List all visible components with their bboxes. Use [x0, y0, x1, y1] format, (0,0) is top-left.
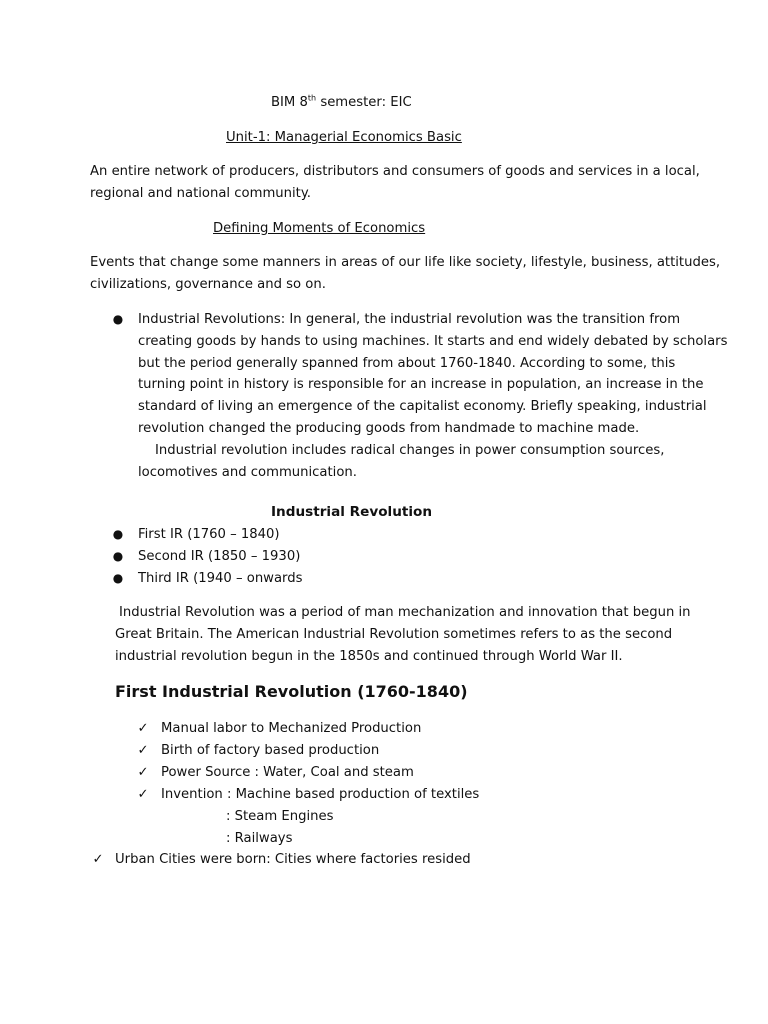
checkmark-icon: ✓ — [137, 787, 149, 802]
checkmark-icon: ✓ — [137, 721, 149, 736]
ir-line: creating goods by hands to using machines. It starts and end widely debated by scholars — [138, 333, 728, 349]
first-ir-sub-item: : Steam Engines — [226, 809, 334, 824]
ir-line: standard of living an emergence of the capitalist economy. Briefly speaking, industrial — [138, 399, 707, 415]
ir-line: Industrial revolution includes radical changes in power consumption sources, — [155, 442, 665, 458]
bullet-icon: ● — [112, 527, 124, 541]
ir-bullet-paragraph — [138, 309, 727, 483]
ir-line: turning point in history is responsible for an increase in population, an increase in the — [138, 377, 704, 393]
ir-line: but the period generally spanned from about 1760-1840. According to some, this — [138, 355, 676, 371]
ir-desc-line: Industrial Revolution was a period of man mechanization and innovation that begun in — [119, 605, 691, 620]
unit-heading: Unit-1: Managerial Economics Basic — [226, 130, 462, 145]
intro-paragraph — [90, 161, 700, 205]
ir-desc-line: Great Britain. The American Industrial Revolution sometimes refers to as the second — [115, 626, 673, 642]
ir-desc-line: industrial revolution begun in the 1850s and continued through World War II. — [115, 648, 623, 664]
checkmark-icon: ✓ — [137, 743, 149, 758]
ir-list-item: Second IR (1850 – 1930) — [138, 549, 301, 564]
checkmark-icon: ✓ — [92, 852, 104, 867]
first-ir-check-item: Manual labor to Mechanized Production — [161, 721, 422, 736]
intro-line: An entire network of producers, distributors and consumers of goods and services in a local, — [90, 164, 700, 179]
first-ir-sub-item: : Railways — [226, 831, 293, 846]
bullet-icon: ● — [112, 571, 124, 585]
title-superscript: th — [307, 93, 317, 103]
ir-list-item: First IR (1760 – 1840) — [138, 527, 280, 542]
defining-heading: Defining Moments of Economics — [213, 221, 426, 236]
title-prefix: BIM 8 — [271, 95, 308, 110]
ir-description-paragraph — [115, 602, 691, 667]
first-ir-check-item: Invention : Machine based production of textiles — [161, 787, 480, 802]
ir-list-item: Third IR (1940 – onwards — [138, 571, 303, 586]
intro-line: regional and national community. — [90, 185, 311, 201]
ir-line: revolution changed the producing goods from handmade to machine made. — [138, 420, 640, 436]
document-title — [271, 92, 412, 114]
first-ir-heading: First Industrial Revolution (1760-1840) — [115, 682, 468, 701]
first-ir-last-item: Urban Cities were born: Cities where factories resided — [115, 852, 471, 867]
bullet-icon: ● — [112, 549, 124, 563]
title-suffix: semester: EIC — [316, 95, 412, 110]
ir-line: locomotives and communication. — [138, 464, 357, 480]
bullet-icon: ● — [112, 312, 124, 326]
first-ir-check-item: Birth of factory based production — [161, 743, 380, 758]
defining-paragraph — [90, 252, 720, 296]
ir-line: Industrial Revolutions: In general, the industrial revolution was the transition from — [138, 312, 681, 327]
checkmark-icon: ✓ — [137, 765, 149, 780]
first-ir-check-item: Power Source : Water, Coal and steam — [161, 765, 414, 780]
defining-line: Events that change some manners in areas of our life like society, lifestyle, business, attitudes, — [90, 255, 721, 270]
defining-line: civilizations, governance and so on. — [90, 276, 326, 292]
industrial-revolution-heading: Industrial Revolution — [271, 504, 433, 520]
